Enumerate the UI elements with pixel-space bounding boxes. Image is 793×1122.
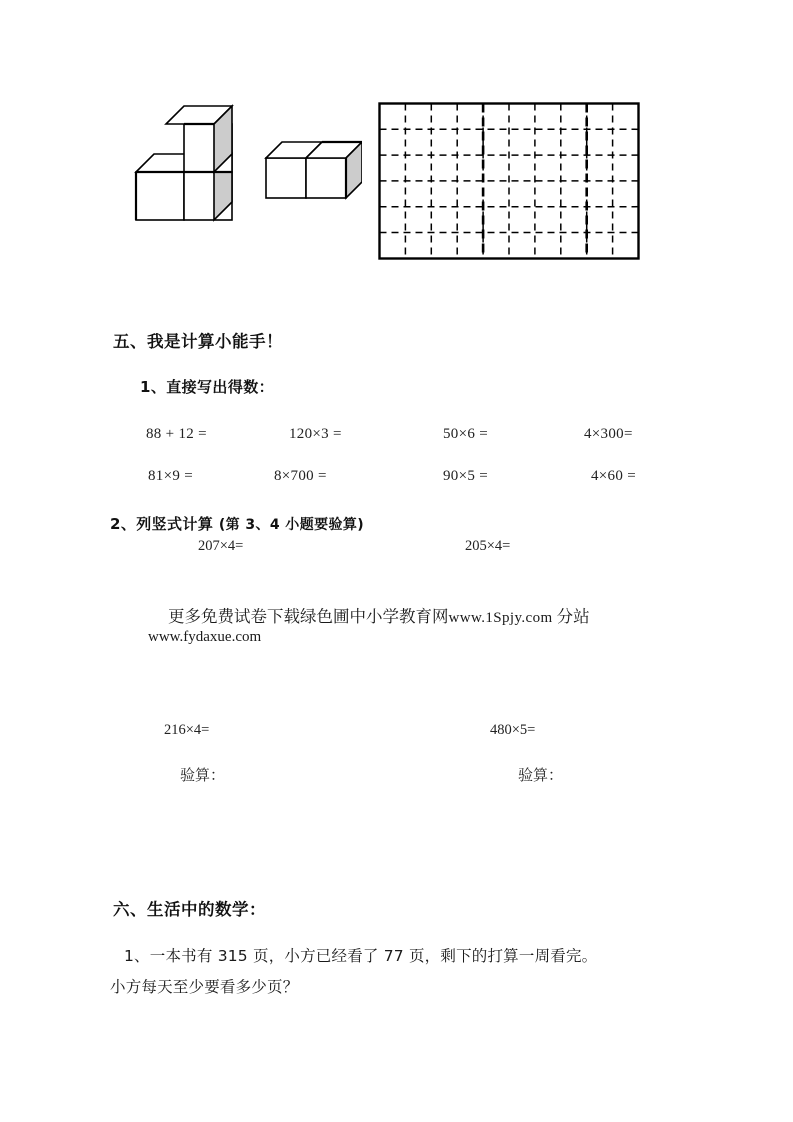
- cube-assembly-left: [128, 102, 243, 237]
- section-five-heading: 五、我是计算小能手！: [113, 332, 283, 351]
- figures-row: [0, 88, 793, 273]
- expr-1-1: 88 + 12 =: [146, 426, 207, 442]
- subsection-2-heading-main: 2、列竖式计算: [110, 515, 214, 533]
- dashed-grid: [378, 102, 640, 265]
- word-problem-line-2: 小方每天至少要看多少页？: [110, 978, 299, 996]
- expr-2-4: 4×60 =: [591, 468, 636, 484]
- expr-1-3: 50×6 =: [443, 426, 488, 442]
- watermark-text-before: 更多免费试卷下载绿色圃中小学教育网: [168, 607, 449, 626]
- section-six-heading: 六、生活中的数学：: [113, 900, 266, 919]
- vertical-problem-4: 480×5=: [490, 722, 536, 738]
- expr-2-3: 90×5 =: [443, 468, 488, 484]
- vertical-problem-1: 207×4=: [198, 538, 244, 554]
- vertical-problem-3: 216×4=: [164, 722, 210, 738]
- expr-1-4: 4×300=: [584, 426, 633, 442]
- subsection-1-heading: 1、直接写出得数：: [140, 378, 275, 396]
- expr-1-2: 120×3 =: [289, 426, 342, 442]
- expr-2-1: 81×9 =: [148, 468, 193, 484]
- vertical-problem-2: 205×4=: [465, 538, 511, 554]
- check-label-2: 验算：: [518, 766, 564, 784]
- subsection-2-heading-paren: (第 3、4 小题要验算): [218, 517, 365, 533]
- watermark-text-after: 分站: [556, 607, 590, 626]
- expr-2-2: 8×700 =: [274, 468, 327, 484]
- watermark-line-1: [168, 603, 590, 627]
- subsection-2-heading: [110, 513, 364, 534]
- cube-assembly-right: [262, 120, 362, 220]
- word-problem-line-1: 1、一本书有 315 页，小方已经看了 77 页，剩下的打算一周看完。: [124, 947, 598, 965]
- check-label-1: 验算：: [180, 766, 226, 784]
- watermark-line-2: www.fydaxue.com: [148, 629, 262, 645]
- watermark-url-main: www.1Spjy.com: [448, 610, 553, 626]
